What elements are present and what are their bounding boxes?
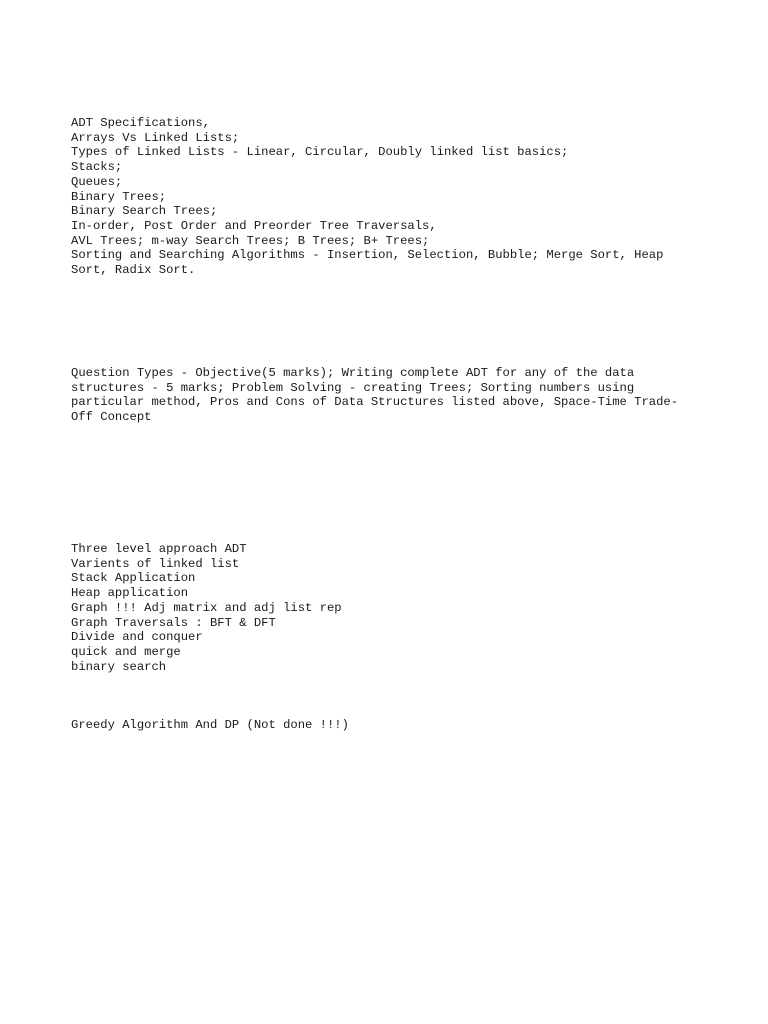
text-line: particular method, Pros and Cons of Data Structures listed above, Space-Time Trade- bbox=[71, 395, 679, 410]
text-line: Three level approach ADT bbox=[71, 542, 247, 556]
text-line: Graph Traversals : BFT & DFT bbox=[71, 615, 276, 630]
question-types-block bbox=[71, 366, 711, 425]
text-line: Queues; bbox=[71, 174, 123, 189]
text-line: Sort, Radix Sort. bbox=[71, 263, 196, 278]
text-line: Graph !!! Adj matrix and adj list rep bbox=[71, 600, 342, 615]
additional-topics-block bbox=[71, 542, 711, 674]
text-line: Types of Linked Lists - Linear, Circular, Doubly linked list basics; bbox=[71, 145, 569, 160]
syllabus-topics-block bbox=[71, 116, 711, 278]
text-line: Arrays Vs Linked Lists; bbox=[71, 130, 240, 145]
text-line: Binary Trees; bbox=[71, 189, 167, 204]
text-line: quick and merge bbox=[71, 644, 181, 659]
text-line: Divide and conquer bbox=[71, 630, 203, 645]
text-line: structures - 5 marks; Problem Solving - creating Trees; Sorting numbers using bbox=[71, 380, 635, 395]
text-line: Stacks; bbox=[71, 160, 123, 175]
text-line: Varients of linked list bbox=[71, 556, 240, 571]
text-line: Sorting and Searching Algorithms - Insertion, Selection, Bubble; Merge Sort, Heap bbox=[71, 248, 664, 263]
text-line: Question Types - Objective(5 marks); Writing complete ADT for any of the data bbox=[71, 366, 635, 380]
text-line: Stack Application bbox=[71, 571, 196, 586]
text-line: Binary Search Trees; bbox=[71, 204, 218, 219]
text-line: Greedy Algorithm And DP (Not done !!!) bbox=[71, 718, 349, 732]
text-line: Heap application bbox=[71, 586, 189, 601]
text-line: AVL Trees; m-way Search Trees; B Trees; B+ Trees; bbox=[71, 233, 430, 248]
text-line: In-order, Post Order and Preorder Tree Traversals, bbox=[71, 218, 437, 233]
pending-note-block bbox=[71, 718, 711, 733]
text-line: Off Concept bbox=[71, 410, 152, 425]
text-line: binary search bbox=[71, 659, 167, 674]
text-line: ADT Specifications, bbox=[71, 116, 210, 130]
